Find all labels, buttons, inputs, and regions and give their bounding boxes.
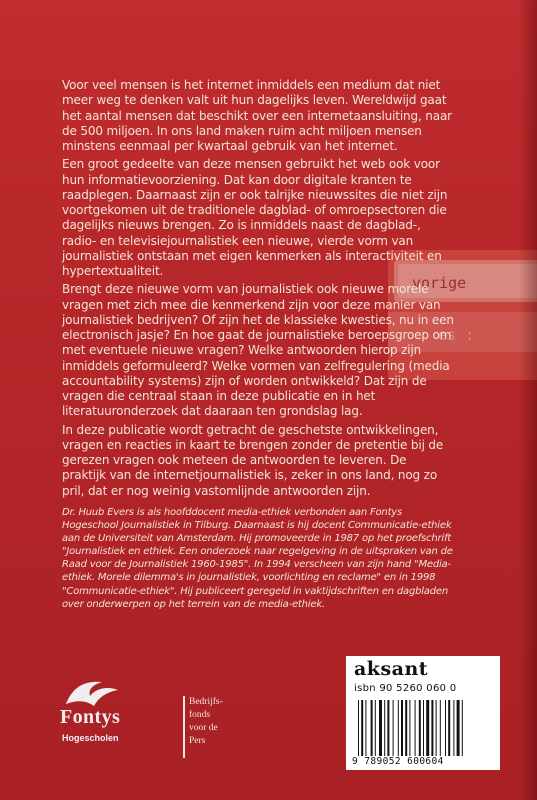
isbn-text: isbn 90 5260 060 0 [354, 683, 457, 694]
blurb-paragraph-3: Brengt deze nieuwe vorm van journalistiek ook nieuwe morele vragen met zich mee die kenmerkend zijn voor deze manier van journalistiek bedrijven? Of zijn het de klassieke kwesties, nu in een electronisch jasje? En hoe gaat de journalistieke beroepsgroep om met eventuele nieuwe vragen? Welke antwoorden hierop zijn inmiddels geformuleerd? Welke vormen van zelfregulering (media accountability systems) zijn of worden ontwikkeld? Dat zijn de vragen die centraal staan in deze publicatie en in het literatuuronderzoek dat daaraan ten grondslag lag. [62, 282, 454, 419]
bfp-line-2: fonds [189, 710, 211, 720]
bfp-line-4: Pers [189, 736, 206, 746]
barcode-icon [358, 700, 490, 756]
barcode-number: 9 789052 600604 [352, 756, 444, 767]
author-bio: Dr. Huub Evers is als hoofddocent media-ethiek verbonden aan Fontys Hogeschool Journalistiek in Tilburg. Daarnaast is hij docent Communicatie-ethiek aan de Universiteit van Amsterdam. Hij promoveerde in 1987 op het proefschrift "Journalistiek en ethiek. Een onderzoek naar regelgeving in de uitspraken van de Raad voor de Journalistiek 1960-1985". In 1994 verscheen van zijn hand "Media-ethiek. Morele dilemma's in journalistiek, voorlichting en reclame" en in 1998 "Communicatie-ethiek". Hij publiceert geregeld in vaktijdschriften en dagbladen over onderwerpen op het terrein van de media-ethiek. [62, 507, 453, 610]
blurb-text [62, 78, 454, 502]
fontys-bird-icon [62, 676, 122, 710]
bfp-line-3: voor de [189, 723, 218, 733]
blurb-paragraph-4: In deze publicatie wordt getracht de geschetste ontwikkelingen, vragen en reacties in kaart te brengen zonder de pretentie bij de gerezen vragen ook meteen de antwoorden te leveren. De praktijk van de internetjournalistiek is, zeker in ons land, nog zo pril, dat er nog weinig vastomlijnde antwoorden zijn. [62, 422, 444, 498]
fontys-name: Fontys [60, 706, 121, 728]
bfp-line-1: Bedrijfs- [189, 697, 223, 707]
bedrijfsfonds-bar [183, 696, 185, 758]
fontys-subtitle: Hogescholen [62, 733, 119, 743]
fontys-logo [60, 676, 170, 756]
bedrijfsfonds-logo [183, 696, 233, 758]
blurb-paragraph-1: Voor veel mensen is het internet inmiddels een medium dat niet meer weg te denken valt uit hun dagelijks leven. Wereldwijd gaat het aantal mensen dat beschikt over een internetaansluiting, naar de 500 miljoen. In ons land maken ruim acht miljoen mensen minstens eenmaal per kwartaal gebruik van het internet. [62, 78, 452, 153]
screen-label-1: vorige [412, 274, 467, 292]
bedrijfsfonds-text [189, 696, 223, 748]
screen-label-2: es : [438, 326, 475, 344]
barcode-label [346, 656, 500, 770]
spine-shadow [519, 0, 537, 800]
blurb-paragraph-2: Een groot gedeelte van deze mensen gebruikt het web ook voor hun informatievoorziening. Dat kan door digitale kranten te raadplegen. Daarnaast zijn er ook talrijke nieuwssites die niet zijn voortgekomen uit de traditionele dagblad- of omroepsectoren die dagelijks nieuws brengen. Zo is inmiddels naast de dagblad-, radio- en televisiejournalistiek een nieuwe, vierde vorm van journalistiek ontstaan met eigen kenmerken als interactiviteit en hypertextualiteit. [62, 157, 448, 278]
publisher-name: aksant [354, 658, 429, 680]
